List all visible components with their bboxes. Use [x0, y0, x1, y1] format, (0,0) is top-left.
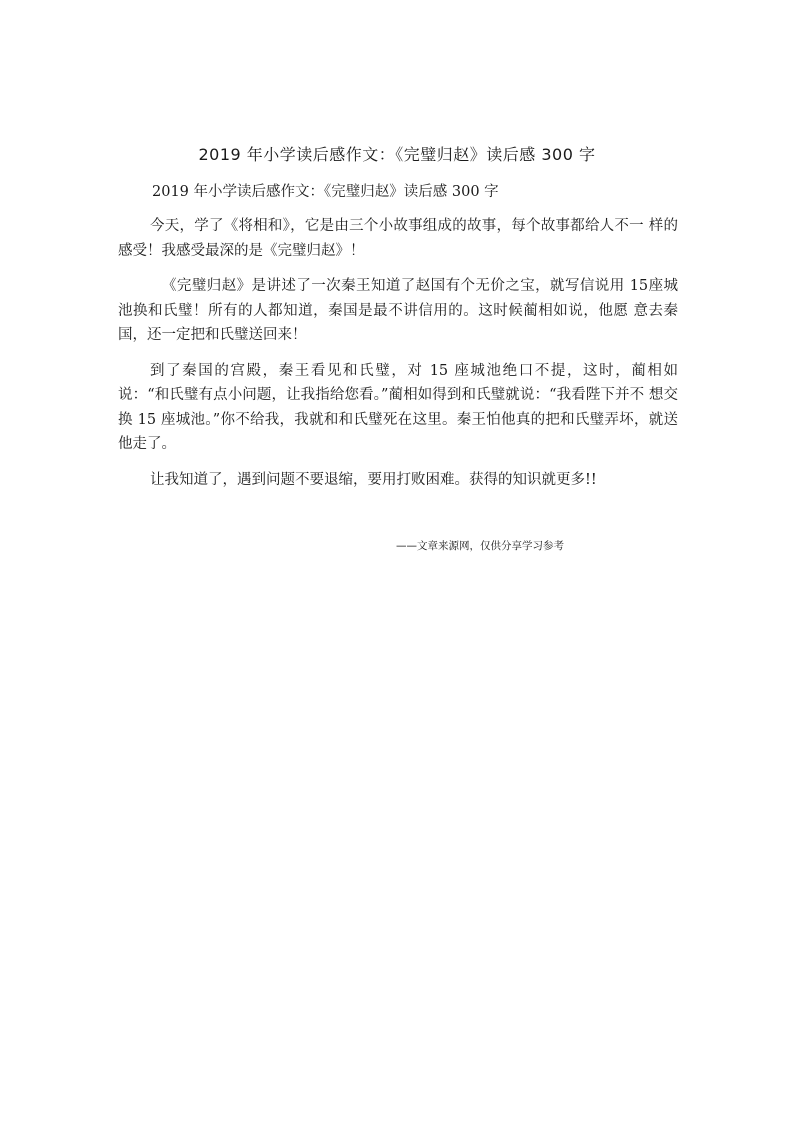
paragraph-1: 今天，学了《将相和》，它是由三个小故事组成的故事，每个故事都给人不一 样的感受！我感受最深的是《完璧归赵》！: [118, 218, 678, 259]
paragraph-4: 让我知道了，遇到问题不要退缩，要用打败困难。获得的知识就更多!!: [150, 471, 597, 488]
document-body: [118, 214, 678, 503]
document-subtitle: 2019 年小学读后感作文：《完璧归赵》读后感 300 字: [152, 184, 499, 200]
paragraph-2: 《完璧归赵》是讲述了一次秦王知道了赵国有个无价之宝，就写信说用 15座城池换和氏璧！所有的人都知道，秦国是最不讲信用的。这时候蔺相如说，他愿 意去秦国，还一定把和氏璧送回来！: [118, 278, 678, 343]
source-note: ——文章来源网，仅供分享学习参考: [396, 540, 564, 552]
paragraph-3: 到了秦国的宫殿，秦王看见和氏璧，对 15 座城池绝口不提，这时，蔺相如说：“和氏璧有点小问题，让我指给您看。”蔺相如得到和氏璧就说：“我看陛下并不 想交换 15 座城池。”你不给我，我就和和氏璧死在这里。秦王怕他真的把和氏璧弄坏，就送他走了。: [118, 362, 678, 452]
document-title: 2019 年小学读后感作文：《完璧归赵》读后感 300 字: [198, 145, 596, 164]
